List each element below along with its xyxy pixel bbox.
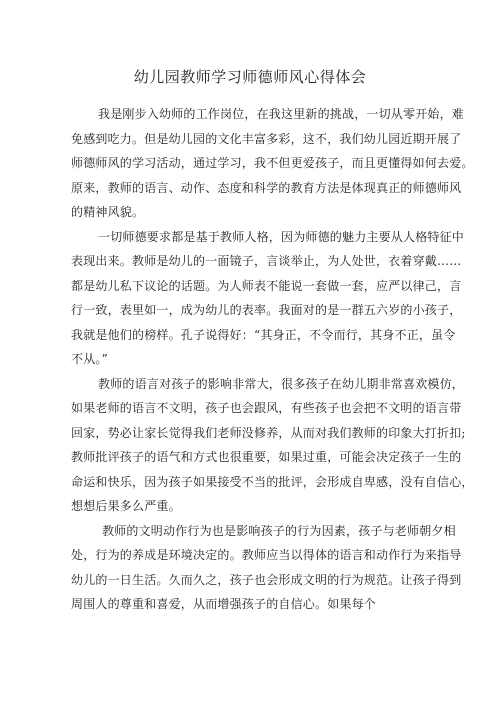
document-title: 幼儿园教师学习师德师风心得体会: [133, 68, 367, 86]
paragraph-line: 处，行为的养成是环境决定的。教师应当以得体的语言和动作行为来指导: [71, 548, 462, 562]
paragraph-line: 师德师风的学习活动，通过学习，我不但更爱孩子，而且更懂得如何去爱。: [71, 156, 474, 170]
paragraph-line: 回家，势必让家长觉得我们老师没修养，从而对我们教师的印象大打折扣;: [71, 425, 466, 440]
paragraph-line: 命运和快乐，因为孩子如果接受不当的批评，会形成自卑感，没有自信心，: [71, 474, 474, 489]
paragraph-line: 教师的语言对孩子的影响非常大，很多孩子在幼儿期非常喜欢模仿，: [98, 376, 465, 391]
paragraph-3: [71, 372, 474, 519]
paragraph-line: 都是幼儿私下议论的话题。为人师表不能说一套做一套，应严以律己，言: [71, 278, 462, 293]
paragraph-4: [71, 519, 462, 617]
paragraph-line: 行一致，表里如一，成为幼儿的表率。我面对的是一群五六岁的小孩子，: [71, 303, 462, 317]
paragraph-line: 教师的文明动作行为也是影响孩子的行为因素，孩子与老师朝夕相: [102, 523, 456, 538]
paragraph-line: 我就是他们的榜样。孔子说得好：“其身正，不令而行，其身不正，虽令: [71, 327, 456, 342]
paragraph-line: 表现出来。教师是幼儿的一面镜子，言谈举止，为人处世，衣着穿戴……: [71, 254, 462, 268]
paragraph-line: 周围人的尊重和喜爱，从而增强孩子的自信心。如果每个: [71, 597, 377, 611]
paragraph-line: 教师批评孩子的语气和方式也很重要，如果过重，可能会决定孩子一生的: [71, 450, 462, 464]
paragraph-line: 免感到吃力。但是幼儿园的文化丰富多彩，这不，我们幼儿园近期开展了: [71, 131, 462, 146]
paragraph-line: 不从。”: [71, 352, 108, 366]
paragraph-line: 想想后果多么严重。: [71, 499, 181, 513]
paragraph-line: 幼儿的一日生活。久而久之，孩子也会形成文明的行为规范。让孩子得到: [71, 572, 462, 587]
paragraph-line: 一切师德要求都是基于教师人格，因为师德的魅力主要从人格特征中: [98, 229, 465, 244]
document-body: [71, 102, 474, 617]
paragraph-1: [71, 102, 474, 225]
paragraph-2: [71, 225, 465, 372]
paragraph-line: 我是刚步入幼师的工作岗位，在我这里新的挑战，一切从零开始，难: [98, 107, 465, 121]
paragraph-line: 如果老师的语言不文明，孩子也会跟风，有些孩子也会把不文明的语言带: [71, 401, 462, 415]
paragraph-line: 原来，教师的语言、动作、态度和科学的教育方法是体现真正的师德师风: [71, 180, 462, 195]
paragraph-line: 的精神风貌。: [71, 205, 145, 219]
